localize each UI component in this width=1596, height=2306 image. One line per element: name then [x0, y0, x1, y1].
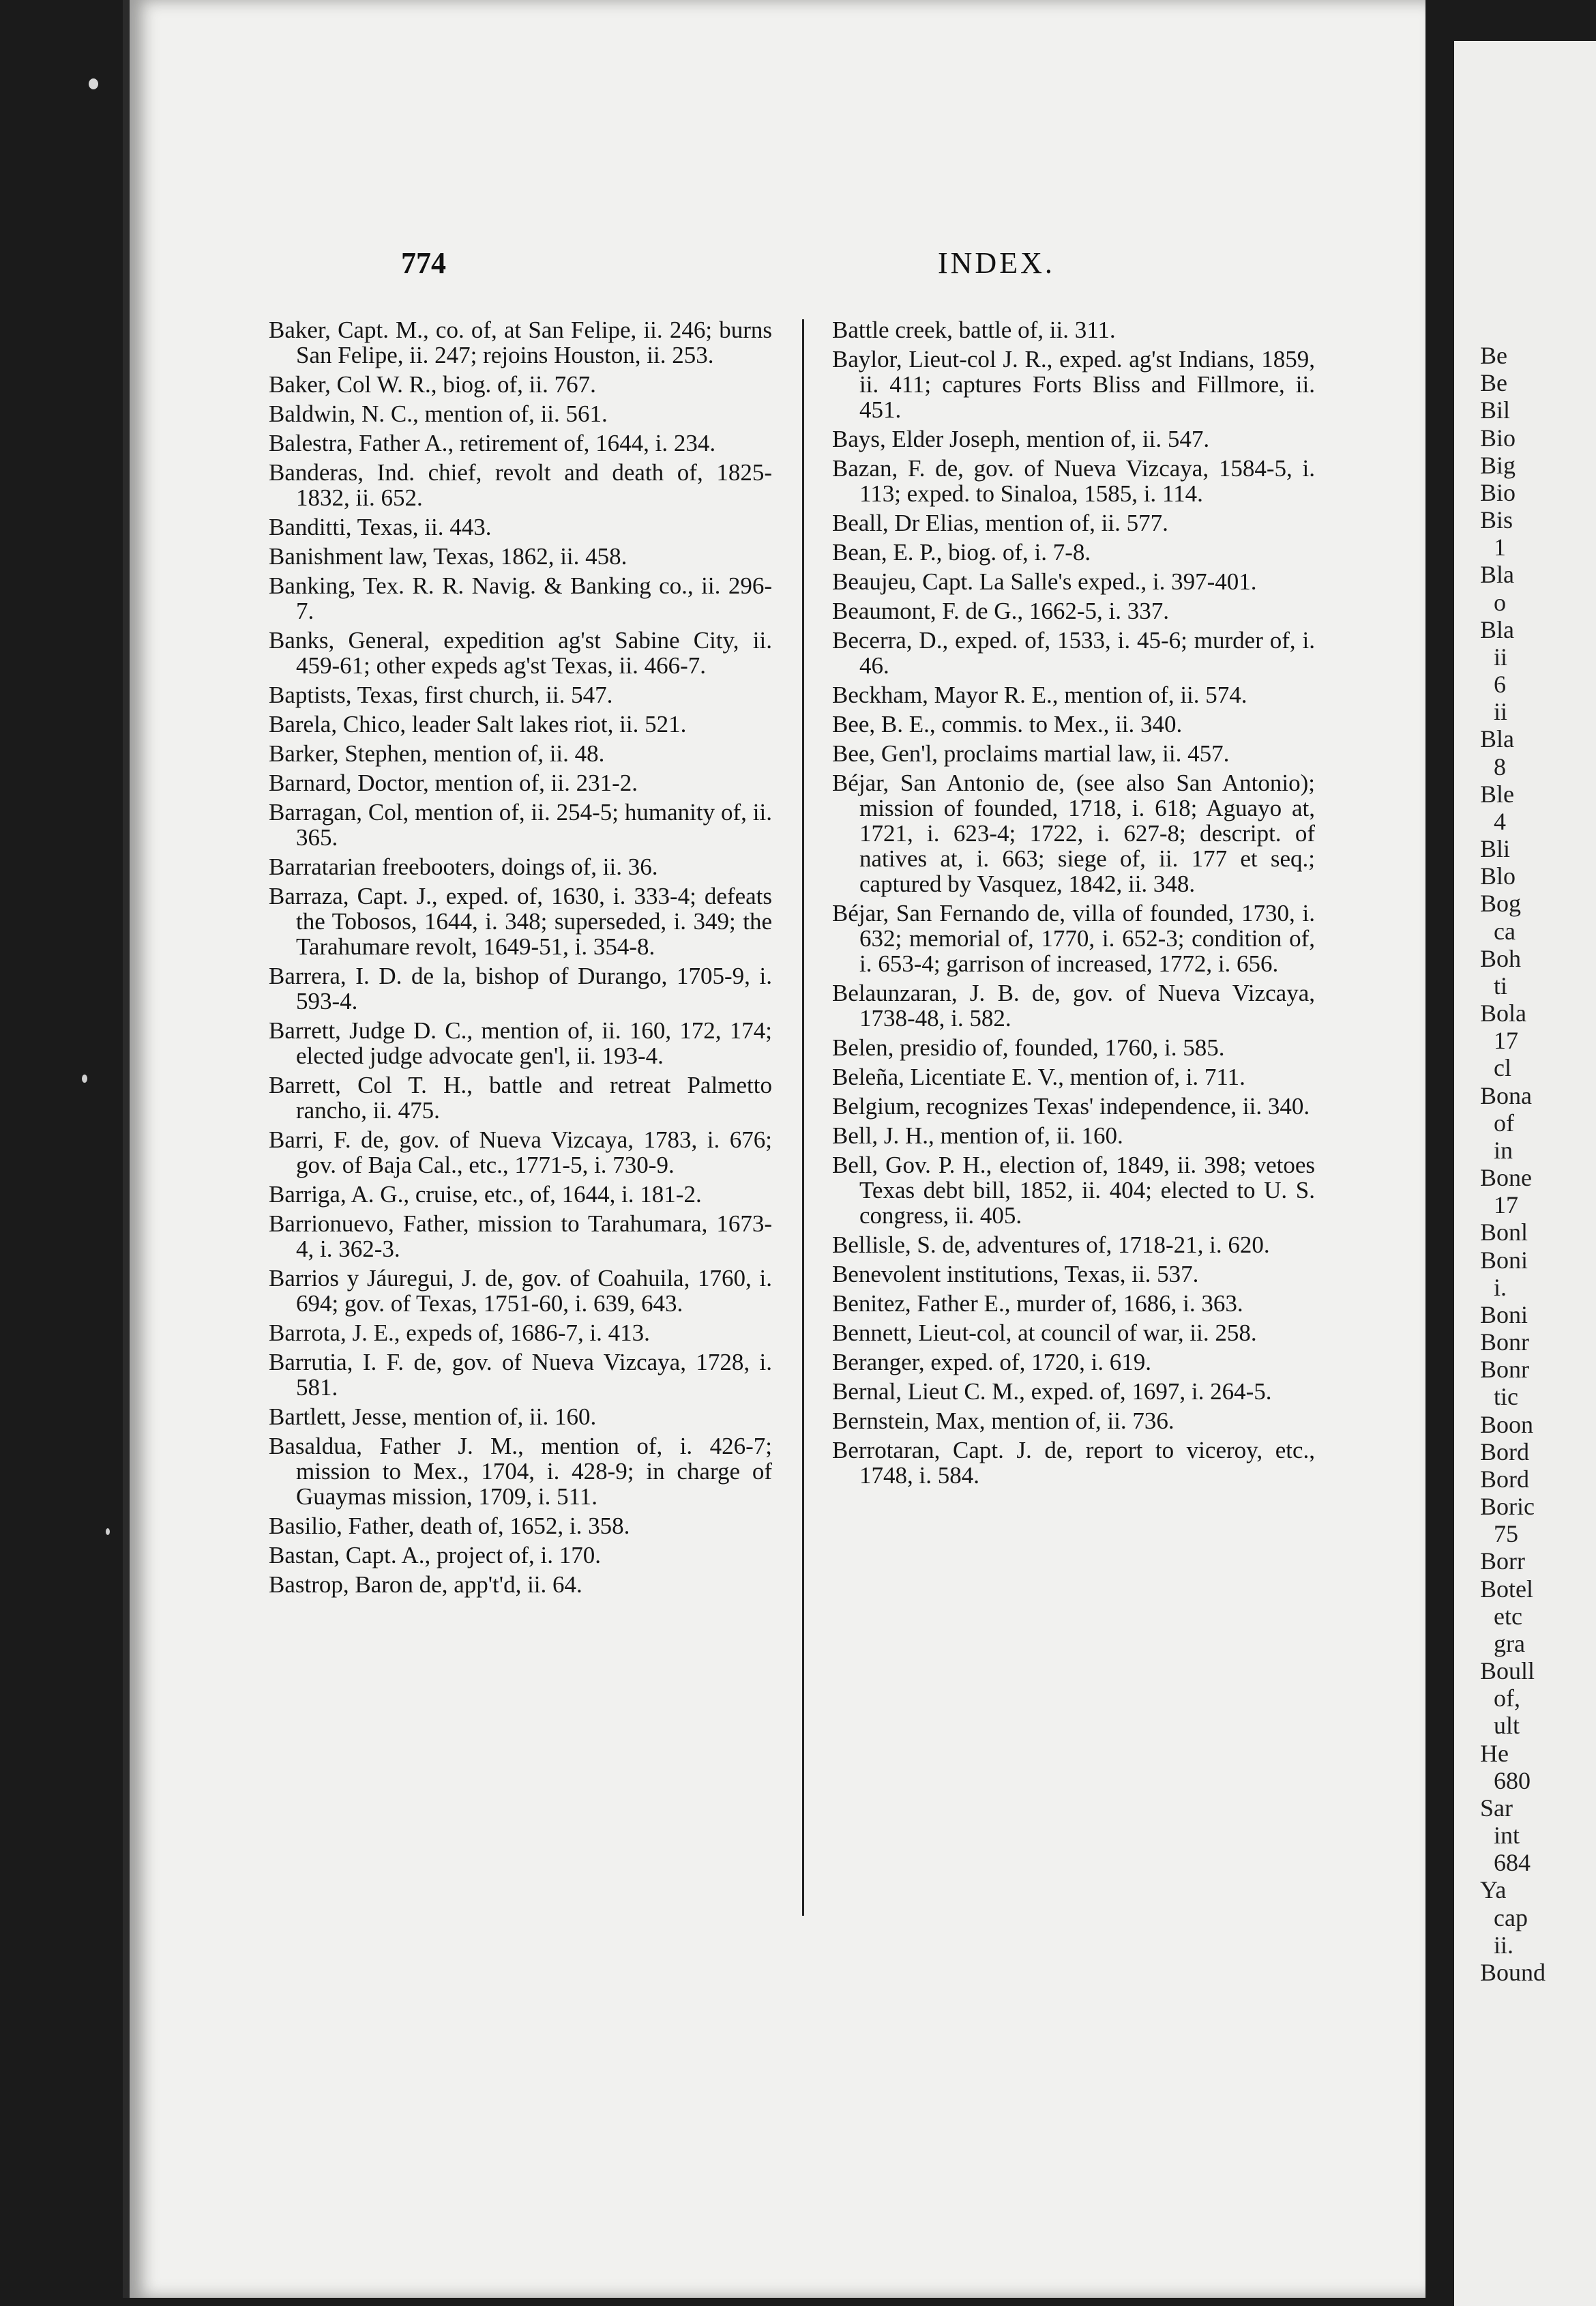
index-entry: Banderas, Ind. chief, revolt and death of, 1825-1832, ii. 652. — [269, 459, 772, 511]
facing-page-fragment: tic — [1494, 1383, 1518, 1410]
facing-page-fragment: Big — [1480, 452, 1516, 479]
dust-speck — [106, 1528, 110, 1535]
facing-page-fragment: Borr — [1480, 1547, 1525, 1575]
facing-page-fragment: Bla — [1480, 561, 1514, 588]
facing-page-fragment: in — [1494, 1137, 1513, 1164]
index-entry: Battle creek, battle of, ii. 311. — [832, 317, 1116, 343]
facing-page-fragment: Bonr — [1480, 1356, 1529, 1383]
index-entry: Belaunzaran, J. B. de, gov. of Nueva Vizcaya, 1738-48, i. 582. — [832, 980, 1315, 1032]
facing-page-fragment: o — [1494, 589, 1506, 616]
facing-page-fragment: Be — [1480, 342, 1507, 369]
facing-page-fragment: Bola — [1480, 999, 1526, 1027]
index-entry: Beleña, Licentiate E. V., mention of, i. 711. — [832, 1064, 1245, 1090]
facing-page-edge — [1454, 41, 1596, 2306]
index-entry: Beaujeu, Capt. La Salle's exped., i. 397-401. — [832, 568, 1257, 595]
page-header — [130, 246, 1425, 287]
index-entry: Banks, General, expedition ag'st Sabine City, ii. 459-61; other expeds ag'st Texas, ii. 466-7. — [269, 627, 772, 679]
index-entry: Béjar, San Antonio de, (see also San Antonio); mission of founded, 1718, i. 618; Aguayo at, 1721, i. 623-4; 1722, i. 627-8; descript. of natives at, i. 663; siege of, ii. 177 et seq.; captured by Vasquez, 1842, ii. 348. — [832, 770, 1315, 897]
facing-page-fragment: Boull — [1480, 1657, 1535, 1684]
facing-page-fragment: Bord — [1480, 1465, 1529, 1493]
facing-page-fragment: 4 — [1494, 808, 1506, 835]
index-entry: Barela, Chico, leader Salt lakes riot, ii. 521. — [269, 711, 687, 738]
index-entry: Barrett, Judge D. C., mention of, ii. 160, 172, 174; elected judge advocate gen'l, ii. 193-4. — [269, 1017, 772, 1069]
facing-page-fragment: cl — [1494, 1054, 1511, 1081]
index-entry: Barratarian freebooters, doings of, ii. 36. — [269, 853, 658, 880]
index-entry: Basilio, Father, death of, 1652, i. 358. — [269, 1513, 630, 1539]
index-entry: Barrota, J. E., expeds of, 1686-7, i. 413. — [269, 1319, 650, 1346]
facing-page-fragment: ii — [1494, 698, 1508, 725]
facing-page-fragment: Botel — [1480, 1575, 1533, 1603]
index-entry: Barker, Stephen, mention of, ii. 48. — [269, 740, 605, 767]
facing-page-fragment: Bound — [1480, 1959, 1546, 1986]
facing-page-fragment: Bio — [1480, 479, 1516, 506]
facing-page-fragment: Bona — [1480, 1082, 1532, 1109]
index-entry: Barraza, Capt. J., exped. of, 1630, i. 333-4; defeats the Tobosos, 1644, i. 348; superseded, i. 349; the Tarahumare revolt, 1649-51, i. 354-8. — [269, 883, 772, 960]
facing-page-fragment: ii — [1494, 643, 1508, 671]
facing-page-fragment: Sar — [1480, 1794, 1513, 1822]
facing-page-fragment: of — [1494, 1109, 1514, 1137]
index-entry: Benevolent institutions, Texas, ii. 537. — [832, 1261, 1199, 1287]
index-entry: Bays, Elder Joseph, mention of, ii. 547. — [832, 426, 1210, 452]
index-entry: Bazan, F. de, gov. of Nueva Vizcaya, 1584-5, i. 113; exped. to Sinaloa, 1585, i. 114. — [832, 455, 1315, 507]
facing-page-fragment: 17 — [1494, 1191, 1518, 1218]
index-entry: Baldwin, N. C., mention of, ii. 561. — [269, 400, 608, 427]
running-head: INDEX. — [938, 246, 1055, 280]
index-entry: Banishment law, Texas, 1862, ii. 458. — [269, 543, 627, 570]
facing-page-fragment: ca — [1494, 918, 1516, 945]
facing-page-fragment: Boni — [1480, 1301, 1528, 1328]
facing-page-fragment: Ble — [1480, 780, 1514, 808]
facing-page-fragment: 17 — [1494, 1027, 1518, 1054]
facing-page-fragment: Bli — [1480, 835, 1511, 862]
facing-page-fragment: Blo — [1480, 862, 1516, 890]
facing-page-fragment: Be — [1480, 369, 1507, 396]
index-entry: Baker, Col W. R., biog. of, ii. 767. — [269, 371, 596, 398]
index-entry: Bennett, Lieut-col, at council of war, ii. 258. — [832, 1319, 1257, 1346]
facing-page-fragment: Bord — [1480, 1438, 1529, 1465]
facing-page-fragment: cap — [1494, 1904, 1528, 1931]
index-entry: Becerra, D., exped. of, 1533, i. 45-6; murder of, i. 46. — [832, 627, 1315, 679]
index-entry: Barrios y Jáuregui, J. de, gov. of Coahuila, 1760, i. 694; gov. of Texas, 1751-60, i. 639, 643. — [269, 1265, 772, 1317]
facing-page-fragment: He — [1480, 1740, 1509, 1767]
facing-page-fragment: Bis — [1480, 506, 1513, 534]
page-number: 774 — [401, 246, 446, 280]
index-entry: Bell, Gov. P. H., election of, 1849, ii. 398; vetoes Texas debt bill, 1852, ii. 404; elected to U. S. congress, ii. 405. — [832, 1152, 1315, 1229]
facing-page-fragment: Bonr — [1480, 1328, 1529, 1356]
index-column-right — [832, 317, 1315, 1492]
facing-page-fragment: ti — [1494, 972, 1508, 999]
facing-page-fragment: Boric — [1480, 1493, 1535, 1520]
facing-page-fragment: 6 — [1494, 671, 1506, 698]
index-entry: Beranger, exped. of, 1720, i. 619. — [832, 1349, 1152, 1375]
dust-speck — [82, 1075, 87, 1083]
index-entry: Barri, F. de, gov. of Nueva Vizcaya, 1783, i. 676; gov. of Baja Cal., etc., 1771-5, i. 730-9. — [269, 1126, 772, 1178]
facing-page-fragment: Boon — [1480, 1411, 1534, 1438]
index-entry: Béjar, San Fernando de, villa of founded, 1730, i. 632; memorial of, 1770, i. 652-3; condition of, i. 653-4; garrison of increased, 1772, i. 656. — [832, 900, 1315, 977]
index-entry: Bastrop, Baron de, app't'd, ii. 64. — [269, 1571, 582, 1598]
index-entry: Bernstein, Max, mention of, ii. 736. — [832, 1407, 1174, 1434]
facing-page-fragment: Ya — [1480, 1876, 1507, 1903]
index-entry: Berrotaran, Capt. J. de, report to viceroy, etc., 1748, i. 584. — [832, 1437, 1315, 1489]
index-entry: Bee, B. E., commis. to Mex., ii. 340. — [832, 711, 1183, 738]
facing-page-fragment: Bil — [1480, 396, 1511, 424]
facing-page-fragment: Bonl — [1480, 1218, 1528, 1246]
facing-page-fragment: etc — [1494, 1603, 1522, 1630]
index-entry: Bartlett, Jesse, mention of, ii. 160. — [269, 1403, 597, 1430]
index-entry: Benitez, Father E., murder of, 1686, i. 363. — [832, 1290, 1243, 1317]
index-entry: Barriga, A. G., cruise, etc., of, 1644, i. 181-2. — [269, 1181, 702, 1208]
index-entry: Banditti, Texas, ii. 443. — [269, 514, 492, 540]
index-column-left — [269, 317, 772, 1601]
index-entry: Bernal, Lieut C. M., exped. of, 1697, i. 264-5. — [832, 1378, 1272, 1405]
index-entry: Beckham, Mayor R. E., mention of, ii. 574. — [832, 682, 1247, 708]
index-entry: Baylor, Lieut-col J. R., exped. ag'st Indians, 1859, ii. 411; captures Forts Bliss and Fillmore, ii. 451. — [832, 346, 1315, 423]
index-entry: Belen, presidio of, founded, 1760, i. 585. — [832, 1034, 1225, 1061]
facing-page-fragment: i. — [1494, 1274, 1507, 1301]
facing-page-fragment: 8 — [1494, 753, 1506, 780]
facing-page-fragment: Bog — [1480, 890, 1522, 917]
facing-page-fragment: ult — [1494, 1712, 1520, 1739]
facing-page-fragment: Bone — [1480, 1164, 1532, 1191]
index-entry: Bean, E. P., biog. of, i. 7-8. — [832, 539, 1091, 566]
facing-page-fragment: 680 — [1494, 1767, 1531, 1794]
index-entry: Baker, Capt. M., co. of, at San Felipe, ii. 246; burns San Felipe, ii. 247; rejoins Houston, ii. 253. — [269, 317, 772, 368]
facing-page-fragment: Bla — [1480, 725, 1514, 753]
facing-page-fragment: int — [1494, 1822, 1520, 1849]
facing-page-fragment: Boh — [1480, 945, 1522, 972]
index-entry: Beall, Dr Elias, mention of, ii. 577. — [832, 510, 1168, 536]
facing-page-fragment: 1 — [1494, 534, 1506, 561]
index-entry: Bell, J. H., mention of, ii. 160. — [832, 1122, 1123, 1149]
facing-page-fragment: 684 — [1494, 1849, 1531, 1876]
facing-page-fragment: of, — [1494, 1684, 1520, 1712]
facing-page-fragment: gra — [1494, 1630, 1525, 1657]
facing-page-fragment: 75 — [1494, 1520, 1518, 1547]
index-entry: Banking, Tex. R. R. Navig. & Banking co., ii. 296-7. — [269, 572, 772, 624]
index-entry: Balestra, Father A., retirement of, 1644, i. 234. — [269, 430, 716, 456]
facing-page-fragment: Bio — [1480, 424, 1516, 452]
index-entry: Barrett, Col T. H., battle and retreat Palmetto rancho, ii. 475. — [269, 1072, 772, 1124]
dust-speck — [89, 78, 98, 89]
facing-page-fragment: Bla — [1480, 616, 1514, 643]
index-entry: Barragan, Col, mention of, ii. 254-5; humanity of, ii. 365. — [269, 799, 772, 851]
index-entry: Baptists, Texas, first church, ii. 547. — [269, 682, 613, 708]
index-entry: Beaumont, F. de G., 1662-5, i. 337. — [832, 598, 1169, 624]
index-entry: Basaldua, Father J. M., mention of, i. 426-7; mission to Mex., 1704, i. 428-9; in charge of Guaymas mission, 1709, i. 511. — [269, 1433, 772, 1510]
column-rule — [802, 319, 804, 1916]
index-entry: Barnard, Doctor, mention of, ii. 231-2. — [269, 770, 638, 796]
index-entry: Bastan, Capt. A., project of, i. 170. — [269, 1542, 602, 1568]
index-entry: Bee, Gen'l, proclaims martial law, ii. 457. — [832, 740, 1230, 767]
facing-page-fragment: Boni — [1480, 1246, 1528, 1274]
index-entry: Bellisle, S. de, adventures of, 1718-21, i. 620. — [832, 1231, 1270, 1258]
index-entry: Barrionuevo, Father, mission to Tarahumara, 1673-4, i. 362-3. — [269, 1210, 772, 1262]
index-entry: Belgium, recognizes Texas' independence, ii. 340. — [832, 1093, 1310, 1120]
facing-page-fragment: ii. — [1494, 1931, 1514, 1959]
index-entry: Barrutia, I. F. de, gov. of Nueva Vizcaya, 1728, i. 581. — [269, 1349, 772, 1401]
index-entry: Barrera, I. D. de la, bishop of Durango, 1705-9, i. 593-4. — [269, 963, 772, 1015]
